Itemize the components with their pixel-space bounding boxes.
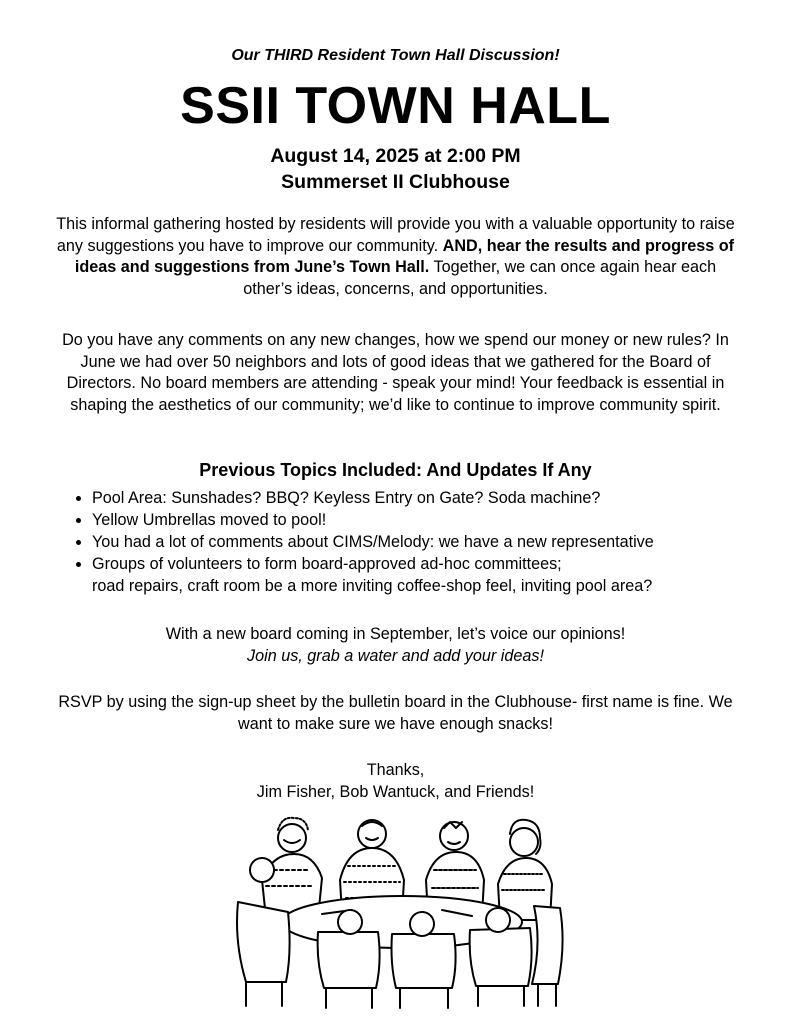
event-location: Summerset II Clubhouse	[281, 171, 510, 193]
signoff-block	[0, 760, 791, 803]
closing-invite: Join us, grab a water and add your ideas!	[247, 646, 544, 665]
intro-text-2: Together, we can once again hear each other’s ideas, concerns, and opportunities.	[243, 258, 717, 298]
list-item-line: • Groups of volunteers to form board-approved ad-hoc committees;	[92, 555, 562, 573]
list-item: • Yellow Umbrellas moved to pool!	[92, 509, 782, 531]
event-details	[0, 143, 791, 195]
list-item: • Pool Area: Sunshades? BBQ? Keyless Entry on Gate? Soda machine?	[92, 487, 782, 509]
person-left-woman	[250, 818, 322, 918]
closing-block	[0, 624, 791, 667]
person-far-right-woman	[498, 820, 552, 920]
signoff-names: Jim Fisher, Bob Wantuck, and Friends!	[256, 782, 535, 801]
list-item	[92, 553, 782, 597]
list-item-line: road repairs, craft room be a more inviting coffee-shop feel, inviting pool area?	[92, 577, 653, 595]
intro-paragraph	[50, 214, 741, 300]
intro-text-1: This informal gathering hosted by residents will provide you with a valuable opportunity to raise any suggestions you have to improve our community.	[56, 215, 735, 255]
topics-heading: Previous Topics Included: And Updates If Any	[199, 460, 592, 480]
kicker-text: Our THIRD Resident Town Hall Discussion!	[231, 47, 560, 64]
topics-list	[70, 487, 782, 597]
list-item: • You had a lot of comments about CIMS/Melody: we have a new representative	[92, 531, 782, 553]
page-title: SSII TOWN HALL	[180, 77, 611, 135]
thanks-text: Thanks,	[366, 761, 425, 779]
intro-bold-text: AND, hear the results and progress of ideas and suggestions from June’s Town Hall.	[74, 236, 735, 276]
rsvp-paragraph: RSVP by using the sign-up sheet by the bulletin board in the Clubhouse- first name is fine. We want to make sure we have enough snacks!	[58, 693, 733, 733]
event-date-time: August 14, 2025 at 2:00 PM	[270, 145, 521, 167]
people-around-table-illustration	[222, 810, 567, 1010]
feedback-paragraph: Do you have any comments on any new changes, how we spend our money or new rules? In June we had over 50 neighbors and lots of good ideas that we gathered for the Board of Directors. No board members are attending - speak your mind! Your feedback is essential in shaping the aesthetics of our community; we’d like to continue to improve community spirit.	[62, 331, 729, 414]
closing-line: With a new board coming in September, let’s voice our opinions!	[165, 625, 626, 643]
